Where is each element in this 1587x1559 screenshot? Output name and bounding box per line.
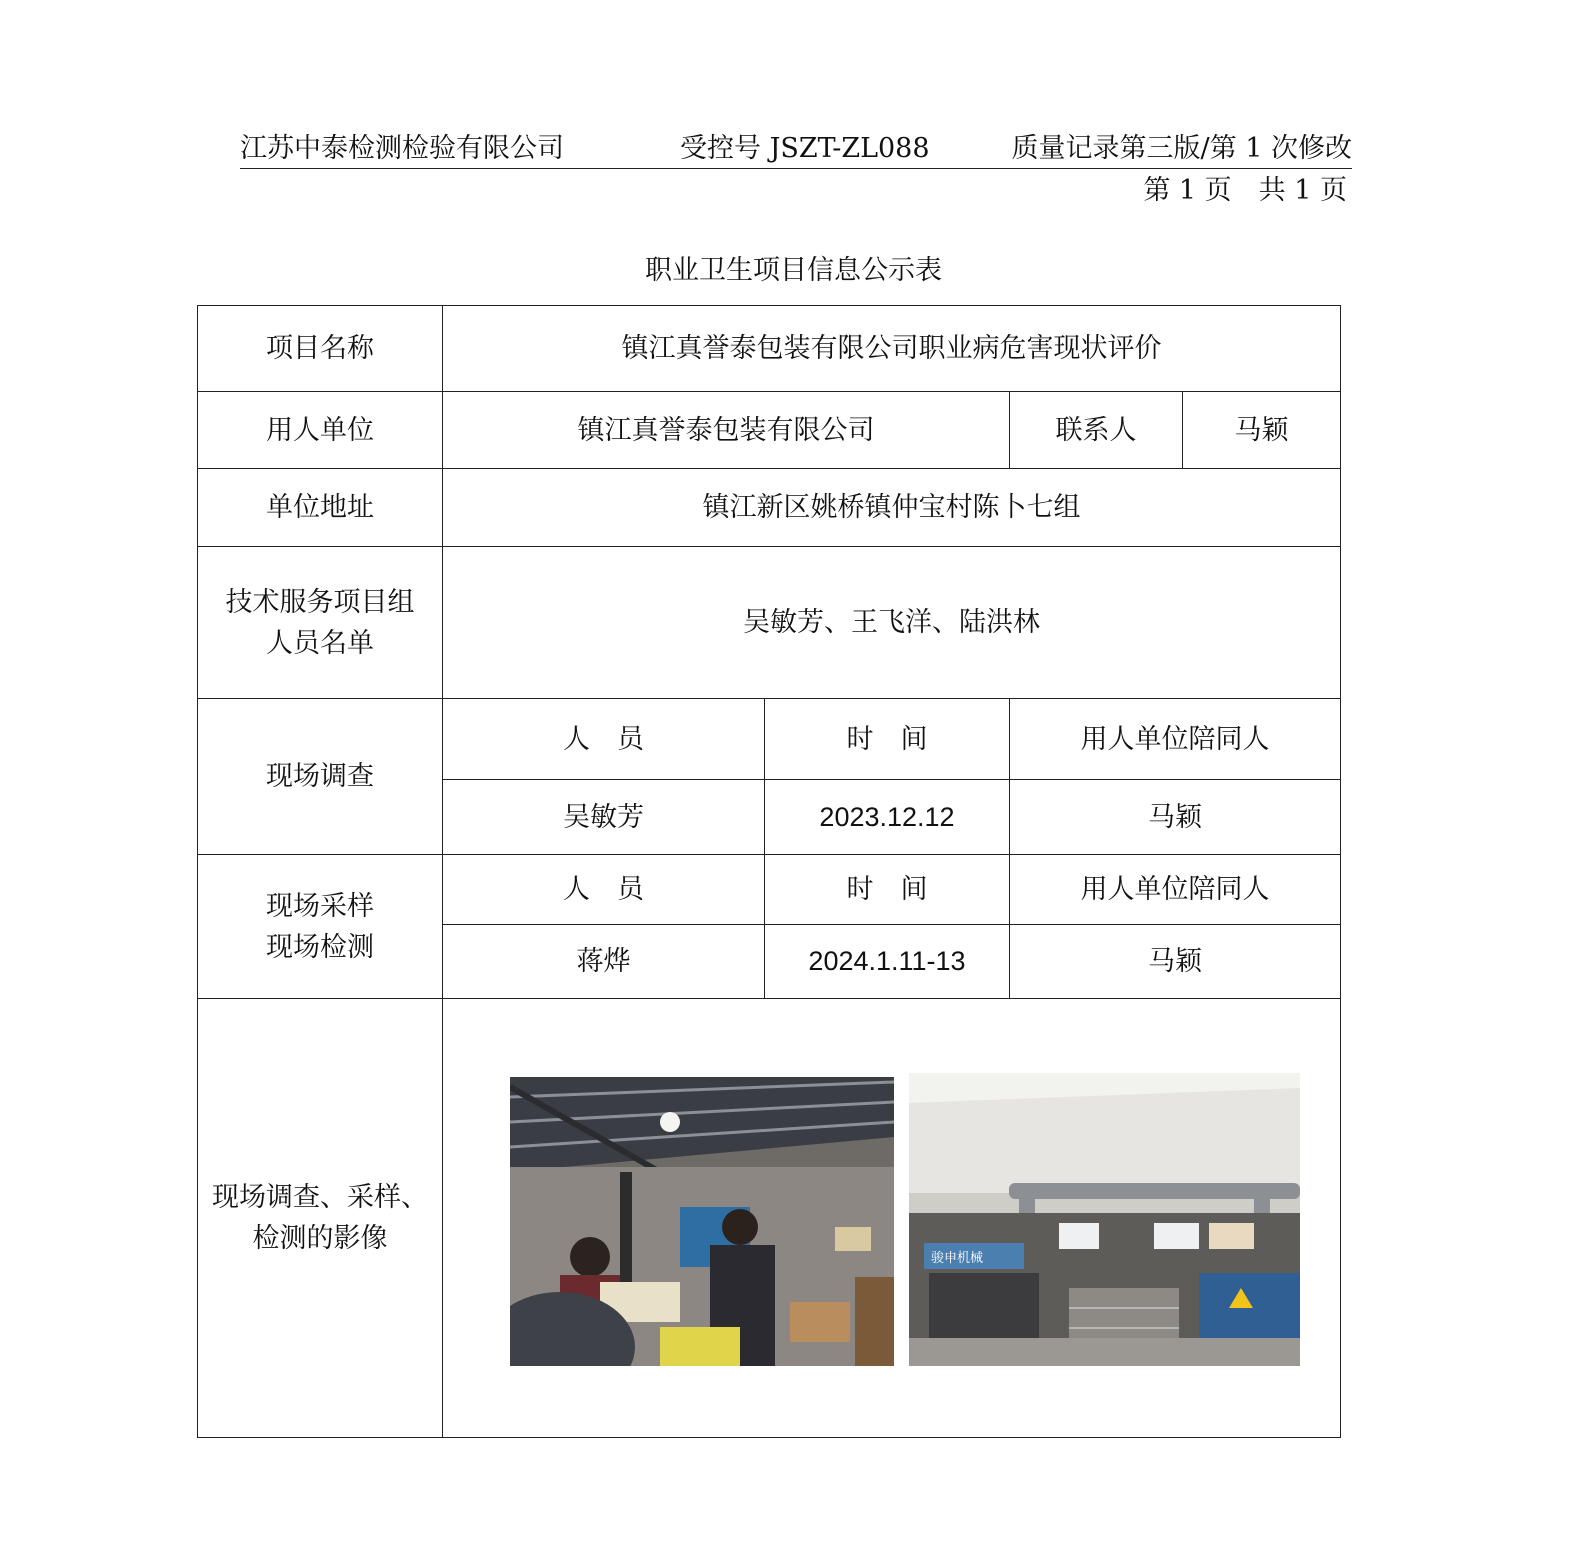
sampling-col-person: 人 员 [443, 855, 765, 925]
project-name-value: 镇江真誉泰包装有限公司职业病危害现状评价 [443, 306, 1341, 392]
survey-col-time: 时 间 [765, 699, 1010, 780]
info-table [197, 305, 1341, 1438]
survey-col-escort: 用人单位陪同人 [1010, 699, 1341, 780]
photos-container [443, 1000, 1340, 1437]
images-cell [443, 999, 1341, 1438]
row-survey-header [198, 699, 1341, 780]
project-name-label: 项目名称 [198, 306, 443, 392]
address-label: 单位地址 [198, 469, 443, 547]
row-team [198, 547, 1341, 699]
sampling-time: 2024.1.11-13 [765, 925, 1010, 999]
team-label-line2: 人员名单 [266, 627, 374, 659]
survey-col-person: 人 员 [443, 699, 765, 780]
survey-person: 吴敏芳 [443, 780, 765, 855]
survey-time: 2023.12.12 [765, 780, 1010, 855]
employer-label: 用人单位 [198, 392, 443, 469]
employer-value: 镇江真誉泰包装有限公司 [443, 392, 1010, 469]
images-label [198, 999, 443, 1438]
contact-value: 马颖 [1183, 392, 1341, 469]
row-employer [198, 392, 1341, 469]
header-company: 江苏中泰检测检验有限公司 [240, 133, 564, 164]
survey-escort: 马颖 [1010, 780, 1341, 855]
row-project-name [198, 306, 1341, 392]
images-label-line1: 现场调查、采样、 [212, 1182, 428, 1213]
sampling-label [198, 855, 443, 999]
document-title: 职业卫生项目信息公示表 [645, 255, 942, 286]
address-value: 镇江新区姚桥镇仲宝村陈卜七组 [443, 469, 1341, 547]
header-control-number: 受控号 JSZT-ZL088 [680, 133, 930, 164]
survey-label: 现场调查 [198, 699, 443, 855]
team-value: 吴敏芳、王飞洋、陆洪林 [443, 547, 1341, 699]
factory-scene-graphic [909, 1073, 1300, 1366]
images-label-line2: 检测的影像 [252, 1223, 388, 1254]
sampling-label-line2: 现场检测 [266, 931, 374, 963]
team-label-line1: 技术服务项目组 [225, 586, 415, 618]
team-label [198, 547, 443, 699]
page-header [240, 120, 1352, 169]
sampling-col-time: 时 间 [765, 855, 1010, 925]
row-images [198, 999, 1341, 1438]
sampling-escort: 马颖 [1010, 925, 1341, 999]
sampling-label-line1: 现场采样 [266, 890, 374, 922]
sampling-person: 蒋烨 [443, 925, 765, 999]
machine-sign-text: 骏申机械 [931, 1250, 984, 1266]
header-version: 质量记录第三版/第 1 次修改 [1011, 133, 1352, 164]
site-survey-photo [510, 1077, 894, 1366]
page-info: 第 1 页 共 1 页 [1143, 175, 1347, 206]
contact-label: 联系人 [1010, 392, 1183, 469]
row-sampling-header [198, 855, 1341, 925]
site-sampling-photo [909, 1073, 1300, 1366]
row-address [198, 469, 1341, 547]
sampling-col-escort: 用人单位陪同人 [1010, 855, 1341, 925]
workshop-scene-graphic [510, 1077, 894, 1366]
